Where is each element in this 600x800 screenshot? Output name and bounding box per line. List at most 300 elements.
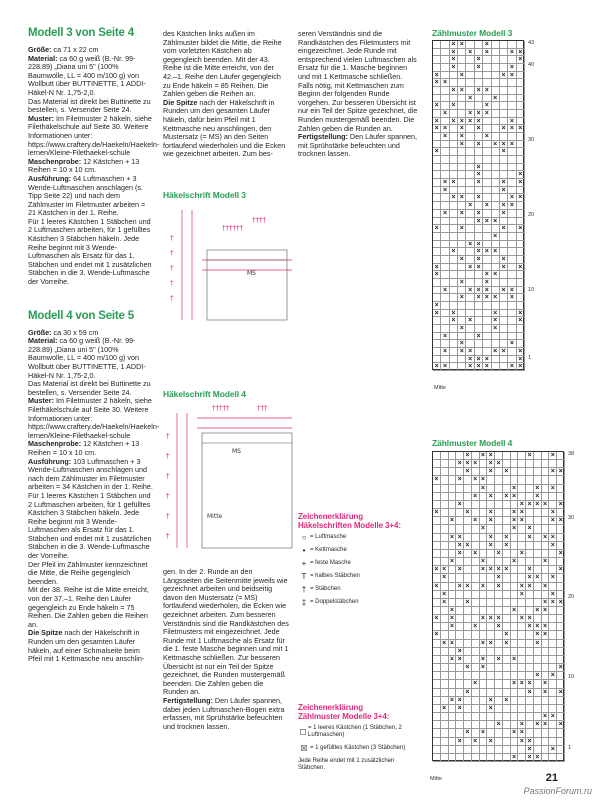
legend-symbol-icon: ○ [301,533,307,542]
legend-text: = Stäbchen [310,586,341,592]
filled-cell: × [456,550,464,558]
empty-cell [511,689,519,697]
empty-cell [466,41,474,49]
empty-cell [517,110,525,118]
filled-cell: × [441,574,449,582]
empty-cell [518,713,526,721]
empty-cell [542,468,550,476]
empty-cell [557,615,565,623]
diagram-4-title: Häkelschrift Modell 4 [163,389,246,399]
column-3-top-text: seren Verständnis sind die Randkästchen des Filetmusters mit eingezeichnet. Jede Runde mit entsprechend vielen Luftmaschen als Ersatz für die 1. Masche beginnen und mit 1 Kettmasche schließen. Falls nötig, mit Kettmaschen zum Beginn der folgenden Runde vorgehen. Zur besseren Übersicht ist nur ein Teil der Spitze gezeichnet, die Runden mustergemäß beenden. Die Zahlen geben die Runden an. [298,29,418,133]
filled-cell: × [464,542,472,550]
filled-cell: × [475,356,483,364]
empty-cell [433,493,441,501]
filled-cell: × [511,517,519,525]
instruction-label: Die Spitze [28,628,63,638]
filled-cell: × [542,680,550,688]
empty-cell [441,225,449,233]
empty-cell [456,689,464,697]
filled-cell: × [557,664,565,672]
filled-cell: × [475,248,483,256]
empty-cell [518,493,526,501]
empty-cell [518,460,526,468]
empty-cell [441,493,449,501]
empty-cell [449,713,457,721]
empty-cell [475,148,483,156]
empty-cell [456,468,464,476]
instruction-line [28,380,154,397]
filled-cell: × [500,141,508,149]
mitte-label: Mitte [207,513,223,520]
empty-cell [464,525,472,533]
empty-cell [458,102,466,110]
empty-cell [441,64,449,72]
filled-cell: × [511,558,519,566]
empty-cell [433,664,441,672]
empty-cell [466,218,474,226]
empty-cell [492,171,500,179]
empty-cell [441,534,449,542]
empty-cell [495,705,503,713]
empty-cell [511,566,519,574]
filled-cell: × [483,363,491,371]
empty-cell [500,95,508,103]
filled-cell: × [475,87,483,95]
filled-cell: × [441,110,449,118]
empty-cell [456,640,464,648]
empty-cell [475,310,483,318]
filled-cell: × [450,118,458,126]
empty-cell [450,171,458,179]
empty-cell [441,256,449,264]
filled-cell: × [456,566,464,574]
empty-cell [526,721,534,729]
ms-label: MS [247,270,256,277]
filled-cell: × [511,754,519,762]
empty-cell [449,501,457,509]
empty-cell [480,754,488,762]
empty-cell [534,460,542,468]
filled-cell: × [492,95,500,103]
filled-cell: × [495,656,503,664]
filled-cell: × [487,460,495,468]
empty-cell [534,468,542,476]
empty-cell [475,102,483,110]
empty-cell [472,452,480,460]
empty-cell [503,525,511,533]
empty-cell [472,599,480,607]
filled-cell: × [450,41,458,49]
empty-cell [508,171,516,179]
empty-cell [441,118,449,126]
empty-cell [542,460,550,468]
empty-cell [458,264,466,272]
empty-cell [500,356,508,364]
empty-cell [464,517,472,525]
empty-cell [472,640,480,648]
empty-cell [480,550,488,558]
empty-cell [534,705,542,713]
empty-cell [503,452,511,460]
empty-cell [456,599,464,607]
instruction-line [28,561,154,587]
empty-cell [433,218,441,226]
legend-1-title-a: Zeichenerklärung [298,512,364,521]
filled-cell: × [492,141,500,149]
empty-cell [518,607,526,615]
empty-cell [518,640,526,648]
empty-cell [441,738,449,746]
empty-cell [449,468,457,476]
empty-cell [450,156,458,164]
spitze-text: nach der Häkelschrift in Runden um den gesamten Läufer häkeln, dafür beim Pfeil mit 1 Kettmasche neu anschlingen, den Mustersatz (= MS) an den Seiten fortlaufend wiederholen und die Ecken wie gezeichnet arbeiten. Zum bes- [163,97,286,159]
empty-cell [450,279,458,287]
empty-cell [441,317,449,325]
filled-cell: × [449,615,457,623]
filled-cell: × [487,738,495,746]
empty-cell [517,133,525,141]
empty-cell [508,271,516,279]
filled-cell: × [464,460,472,468]
empty-cell [483,56,491,64]
empty-cell [458,148,466,156]
empty-cell [534,746,542,754]
empty-cell [508,256,516,264]
empty-cell [449,672,457,680]
filled-cell: × [480,485,488,493]
empty-cell [480,648,488,656]
empty-cell [549,656,557,664]
empty-cell [472,468,480,476]
empty-cell [508,348,516,356]
empty-cell [500,102,508,110]
empty-cell [557,729,565,737]
filled-cell: × [441,287,449,295]
empty-cell [542,509,550,517]
empty-cell [526,468,534,476]
empty-cell [503,574,511,582]
empty-cell [517,41,525,49]
empty-cell [441,623,449,631]
filled-cell: × [456,697,464,705]
filled-cell: × [518,738,526,746]
filled-cell: × [450,310,458,318]
empty-cell [466,179,474,187]
empty-cell [458,363,466,371]
filled-cell: × [449,517,457,525]
legend-symbol-icon: ☐ [299,727,307,737]
empty-cell [492,194,500,202]
filled-cell: × [441,79,449,87]
filled-cell: × [508,72,516,80]
filled-cell: × [466,356,474,364]
empty-cell [534,591,542,599]
filled-cell: × [466,317,474,325]
empty-cell [433,179,441,187]
filled-cell: × [458,125,466,133]
empty-cell [433,294,441,302]
instruction-line [28,492,154,561]
empty-cell [487,631,495,639]
empty-cell [518,566,526,574]
empty-cell [503,509,511,517]
legend-text: = halbes Stäbchen [310,573,360,579]
empty-cell [472,542,480,550]
empty-cell [480,623,488,631]
empty-cell [433,713,441,721]
filled-cell: × [492,317,500,325]
empty-cell [503,599,511,607]
empty-cell [557,509,565,517]
filled-cell: × [464,452,472,460]
empty-cell [449,493,457,501]
empty-cell [500,87,508,95]
empty-cell [441,148,449,156]
empty-cell [441,517,449,525]
filled-cell: × [472,493,480,501]
empty-cell [542,542,550,550]
filled-cell: × [487,566,495,574]
svg-text:††††††: †††††† [222,224,243,232]
empty-cell [517,241,525,249]
empty-cell [500,325,508,333]
filled-cell: × [466,49,474,57]
row-number-label: 1 [528,354,532,361]
empty-cell [472,672,480,680]
empty-cell [508,225,516,233]
row-number-label: 40 [528,62,535,69]
filled-cell: × [500,348,508,356]
empty-cell [472,558,480,566]
empty-cell [433,317,441,325]
empty-cell [472,591,480,599]
empty-cell [433,672,441,680]
empty-cell [480,746,488,754]
empty-cell [542,648,550,656]
empty-cell [549,607,557,615]
empty-cell [466,256,474,264]
empty-cell [475,41,483,49]
filled-cell: × [534,640,542,648]
svg-text:†: † [170,234,174,242]
empty-cell [441,476,449,484]
filled-cell: × [517,363,525,371]
instruction-label: Material: [28,53,58,63]
empty-cell [472,697,480,705]
empty-cell [475,348,483,356]
empty-cell [458,241,466,249]
empty-cell [464,574,472,582]
filled-cell: × [433,148,441,156]
empty-cell [433,187,441,195]
filled-cell: × [542,713,550,721]
empty-cell [557,697,565,705]
empty-cell [466,333,474,341]
filled-cell: × [508,294,516,302]
empty-cell [534,697,542,705]
filled-cell: × [500,264,508,272]
filled-cell: × [526,583,534,591]
empty-cell [500,218,508,226]
empty-cell [472,648,480,656]
empty-cell [441,310,449,318]
filled-cell: × [433,264,441,272]
empty-cell [433,141,441,149]
empty-cell [518,558,526,566]
legend-text: = Doppelstäbchen [310,599,359,605]
empty-cell [503,550,511,558]
filled-cell: × [464,468,472,476]
filled-cell: × [557,550,565,558]
empty-cell [480,599,488,607]
empty-cell [466,271,474,279]
empty-cell [549,550,557,558]
filled-cell: × [475,264,483,272]
empty-cell [500,194,508,202]
empty-cell [456,680,464,688]
filled-cell: × [483,248,491,256]
filled-cell: × [517,125,525,133]
empty-cell [464,680,472,688]
filled-cell: × [456,542,464,550]
empty-cell [475,279,483,287]
empty-cell [549,664,557,672]
filled-cell: × [458,340,466,348]
empty-cell [503,501,511,509]
empty-cell [511,672,519,680]
filled-cell: × [449,558,457,566]
empty-cell [549,631,557,639]
empty-cell [475,187,483,195]
empty-cell [472,485,480,493]
empty-cell [517,218,525,226]
empty-cell [464,591,472,599]
filled-cell: × [487,705,495,713]
filled-cell: × [441,591,449,599]
filled-cell: × [458,141,466,149]
empty-cell [503,558,511,566]
empty-cell [542,525,550,533]
empty-cell [495,738,503,746]
empty-cell [433,64,441,72]
filled-cell: × [526,534,534,542]
empty-cell [557,460,565,468]
filled-cell: × [500,202,508,210]
empty-cell [518,656,526,664]
filled-cell: × [500,148,508,156]
empty-cell [450,348,458,356]
empty-cell [433,348,441,356]
empty-cell [487,713,495,721]
legend-text: = Luftmasche [310,534,347,540]
empty-cell [466,248,474,256]
empty-cell [517,210,525,218]
empty-cell [534,689,542,697]
filled-cell: × [472,460,480,468]
empty-cell [487,574,495,582]
empty-cell [456,746,464,754]
empty-cell [534,615,542,623]
empty-cell [475,340,483,348]
empty-cell [475,95,483,103]
empty-cell [508,164,516,172]
filled-cell: × [441,187,449,195]
filled-cell: × [526,738,534,746]
instruction-line [28,158,154,175]
empty-cell [542,729,550,737]
filled-cell: × [450,102,458,110]
empty-cell [433,501,441,509]
filled-cell: × [517,179,525,187]
instruction-line [28,218,154,287]
empty-cell [511,640,519,648]
legend-text: = 1 gefülltes Kästchen (3 Stäbchen) [310,745,406,751]
fert-text-3: Den Läufer spannen, mit Sprühstärke befeuchten und trocknen lassen. [298,132,418,159]
empty-cell [511,476,519,484]
empty-cell [503,672,511,680]
site-watermark: PassionForum.ru [523,786,592,796]
instruction-text: ca 71 x 22 cm [51,45,99,54]
empty-cell [449,525,457,533]
empty-cell [492,363,500,371]
empty-cell [495,689,503,697]
empty-cell [526,517,534,525]
filled-cell: × [480,525,488,533]
empty-cell [472,713,480,721]
empty-cell [441,72,449,80]
empty-cell [534,713,542,721]
filled-cell: × [517,317,525,325]
empty-cell [433,468,441,476]
empty-cell [450,241,458,249]
empty-cell [517,156,525,164]
filled-cell: × [456,460,464,468]
filled-cell: × [475,241,483,249]
empty-cell [441,271,449,279]
empty-cell [483,141,491,149]
column-2-bottom-text: gen. In der 2. Runde an den Längsseiten die Seitenmitte jeweils wie gezeichnet arbeiten und beidseitig davon den Mustersatz (= MS) fortlaufend wiederholen, die Ecken wie gezeichnet arbeiten. Zum besseren Verständnis sind die Randkästchen des Filetmusters mit eingezeichnet. Jede Runde mit 1 Luftmasche als Ersatz für die 1. feste Masche beginnen und mit 1 Kettmasche schließen. Zur besseren Übersicht ist nur ein Teil der Spitze gezeichnet, die Runden mustergemäß beenden. Die Zahlen geben die Runden an. [163,567,289,697]
filled-cell: × [542,599,550,607]
empty-cell [483,156,491,164]
filled-cell: × [449,640,457,648]
filled-cell: × [549,517,557,525]
filled-cell: × [495,574,503,582]
empty-cell [483,325,491,333]
empty-cell [492,256,500,264]
empty-cell [500,310,508,318]
empty-cell [500,363,508,371]
empty-cell [441,607,449,615]
empty-cell [500,340,508,348]
empty-cell [542,697,550,705]
empty-cell [464,493,472,501]
empty-cell [483,210,491,218]
empty-cell [449,689,457,697]
instruction-label: Ausführung: [28,173,72,183]
filled-cell: × [433,615,441,623]
empty-cell [483,302,491,310]
instruction-line [28,458,154,492]
filled-cell: × [557,468,565,476]
empty-cell [500,156,508,164]
empty-cell [466,72,474,80]
filled-cell: × [480,664,488,672]
filled-cell: × [466,202,474,210]
empty-cell [441,248,449,256]
filled-cell: × [517,264,525,272]
filled-cell: × [441,363,449,371]
instruction-text: Mit der 38. Reihe ist die Mitte erreicht, von der 37.–1. Reihe den Läufer gegengleich zu Ende häkeln = 75 Reihen. Die Zahlen geben die Reihen an. [28,585,150,629]
